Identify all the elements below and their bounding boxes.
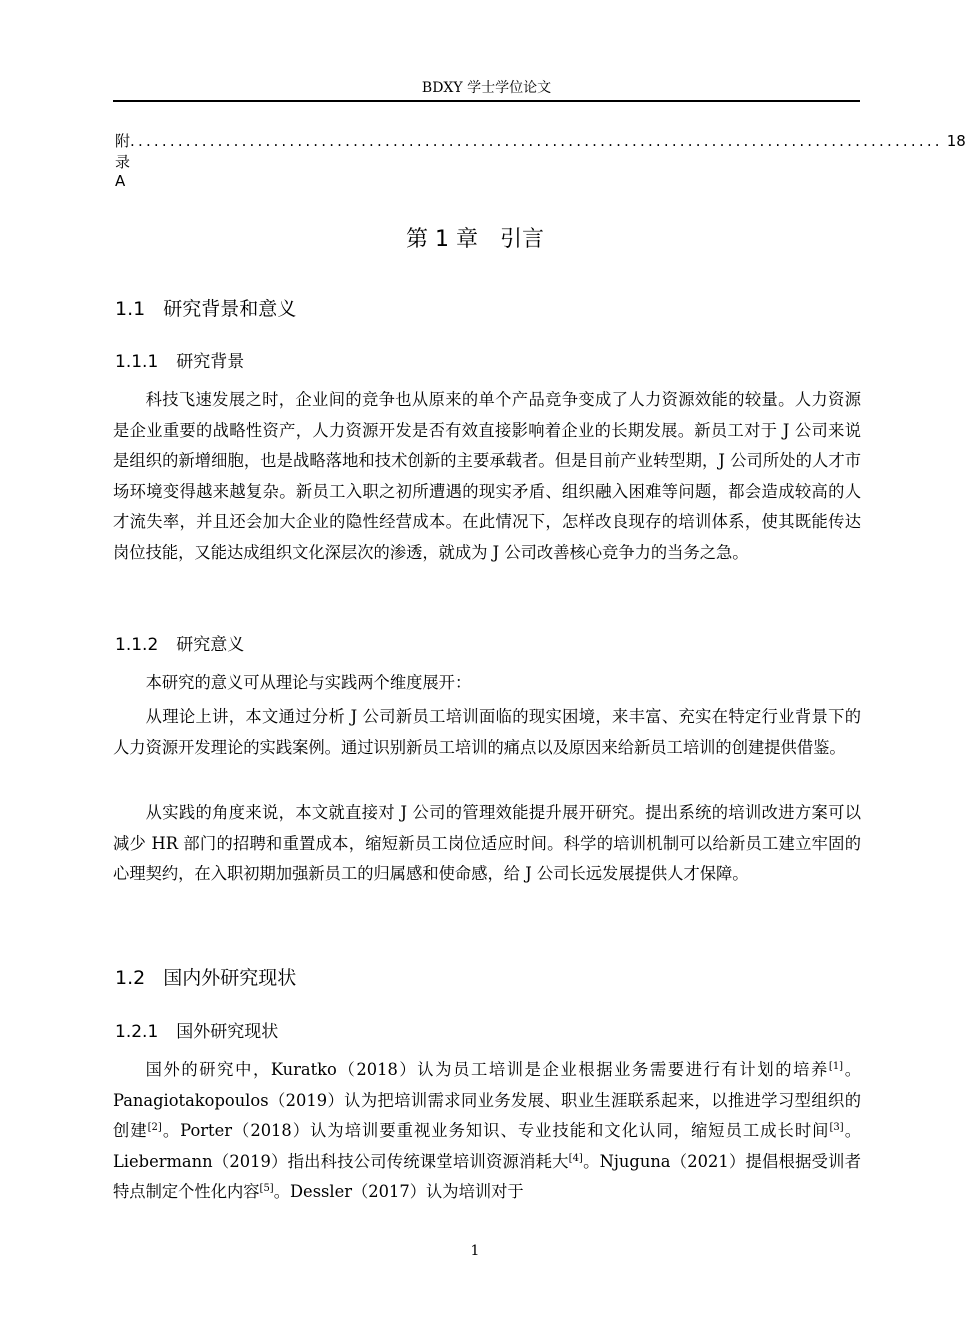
running-header: BDXY 学士学位论文 <box>421 80 552 96</box>
citation-ref[interactable]: [5] <box>259 1183 274 1194</box>
citation-ref[interactable]: [1] <box>828 1061 844 1072</box>
paragraph-significance-intro: 本研究的意义可从理论与实践两个维度展开： <box>145 673 472 692</box>
citation-ref[interactable]: [2] <box>147 1122 162 1133</box>
paragraph-background: 科技飞速发展之时，企业间的竞争也从原来的单个产品竞争变成了人力资源效能的较量。人力资源是企业重要的战略性资产，人力资源开发是否有效直接影响着企业的长期发展。新员工对于 J 公司来说是组织的新增细胞，也是战略落地和技术创新的主要承载者。但是目前产业转型期，J 公司所处的人才市场环境变得越来越复杂。新员工入职之初所遭遇的现实矛盾、组织融入困难等问题，都会造成较高的人才流失率，并且还会加大企业的隐性经营成本。在此情况下，怎样改良现存的培训体系，使其既能传达岗位技能，又能达成组织文化深层次的渗透，就成为 J 公司改善核心竞争力的当务之急。 <box>113 390 861 562</box>
paragraph-text: 。Dessler（2017）认为培训对于 <box>273 1182 524 1201</box>
citation-ref[interactable]: [3] <box>829 1122 844 1133</box>
section-title: 研究背景 <box>176 352 245 372</box>
section-title: 研究背景和意义 <box>163 298 297 320</box>
paragraph-significance-theory: 从理论上讲，本文通过分析 J 公司新员工培训面临的现实困境，来丰富、充实在特定行业背景下的人力资源开发理论的实践案例。通过识别新员工培训的痛点以及原因来给新员工培训的创建提供借鉴。 <box>113 707 861 757</box>
section-number: 1.2 <box>115 967 146 989</box>
toc-leader-dots: ...................................................................................................... <box>130 132 943 150</box>
section-title: 研究意义 <box>176 635 245 655</box>
toc-entry-page: 18 <box>946 132 966 150</box>
section-number: 1.1 <box>115 298 146 320</box>
paragraph-text: 。Panagiotakopoulos（2019）认为把培训需求同业务发展、职业生涯联系起来，以推进学习型组织的创建 <box>113 1060 861 1140</box>
section-number: 1.1.2 <box>115 635 159 655</box>
subsection-heading-1-2-1 <box>115 1017 278 1042</box>
citation-ref[interactable]: [4] <box>568 1152 583 1164</box>
section-number: 1.2.1 <box>115 1022 159 1042</box>
paragraph-foreign-research <box>113 1055 861 1208</box>
page-number: 1 <box>470 1243 480 1259</box>
section-heading-1-1 <box>115 294 296 321</box>
subsection-heading-1-1-2 <box>115 630 244 655</box>
paragraph-significance-practice: 从实践的角度来说，本文就直接对 J 公司的管理效能提升展开研究。提出系统的培训改进方案可以减少 HR 部门的招聘和重置成本，缩短新员工岗位适应时间。科学的培训机制可以给新员工建立牢固的心理契约，在入职初期加强新员工的归属感和使命感，给 J 公司长远发展提供人才保障。 <box>113 803 861 883</box>
toc-entry-label: 附录 A <box>115 132 131 190</box>
toc-entry-appendix-a[interactable] <box>115 130 966 190</box>
header-rule <box>113 100 860 102</box>
paragraph-text: 。Liebermann（2019）指出科技公司传统课堂培训资源消耗大 <box>113 1121 861 1171</box>
section-title: 国内外研究现状 <box>163 967 297 989</box>
paragraph-text: 。Porter（2018）认为培训要重视业务知识、专业技能和文化认同，缩短员工成长时间 <box>161 1121 830 1140</box>
section-heading-1-2 <box>115 963 296 990</box>
subsection-heading-1-1-1 <box>115 347 244 372</box>
paragraph-text: 国外的研究中，Kuratko（2018）认为员工培训是企业根据业务需要进行有计划的培养 <box>145 1060 829 1079</box>
section-number: 1.1.1 <box>115 352 159 372</box>
section-title: 国外研究现状 <box>176 1022 279 1042</box>
paragraph-text: 。Njuguna（2021）提倡根据受训者特点制定个性化内容 <box>113 1151 861 1201</box>
chapter-title: 第 1 章 引言 <box>406 227 544 252</box>
